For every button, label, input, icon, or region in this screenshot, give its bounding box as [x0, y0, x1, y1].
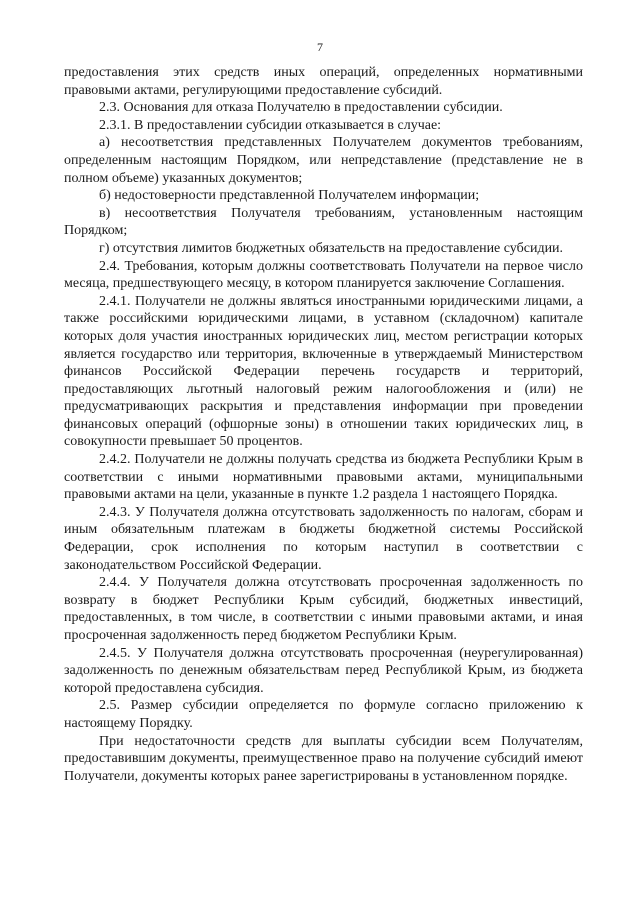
paragraph: 2.4.2. Получатели не должны получать средства из бюджета Республики Крым в соответствии с иными нормативными правовыми актами, муниципальными правовыми актами на цели, указанные в пункте 1.2 раздела 1 настоящего Порядка.: [64, 452, 583, 503]
paragraph: г) отсутствия лимитов бюджетных обязательств на предоставление субсидии.: [99, 240, 564, 256]
paragraph: предоставления этих средств иных операций, определенных нормативными правовыми актами, регулирующими предоставление субсидий.: [64, 65, 583, 98]
paragraph: в) несоответствия Получателя требованиям, установленным настоящим Порядком;: [64, 205, 583, 239]
page-number: 7: [317, 40, 323, 54]
paragraph: 2.3.1. В предоставлении субсидии отказывается в случае:: [99, 117, 442, 133]
paragraph: 2.4.5. У Получателя должна отсутствовать просроченная (неурегулированная) задолженность по денежным обязательствам перед Республикой Крым, из бюджета которой предоставлена субсидия.: [64, 645, 583, 696]
paragraph: 2.5. Размер субсидии определяется по формуле согласно приложению к настоящему Порядку.: [64, 698, 583, 731]
paragraph: а) несоответствия представленных Получателем документов требованиям, определенным настоящим Порядком, или непредставление (представление не в полном объеме) указанных документов;: [64, 135, 583, 186]
paragraph: 2.3. Основания для отказа Получателю в предоставлении субсидии.: [99, 100, 503, 116]
paragraph: 2.4. Требования, которым должны соответствовать Получатели на первое число месяца, предшествующего месяцу, в котором планируется заключение Соглашения.: [64, 258, 583, 292]
paragraph: 2.4.4. У Получателя должна отсутствовать просроченная задолженность по возврату в бюджет Республики Крым субсидий, бюджетных инвестиций, предоставленных, в том числе, в соответствии с иными правовыми актами, и иная просроченная задолженность перед бюджетом Республики Крым.: [64, 575, 583, 643]
paragraph: 2.4.1. Получатели не должны являться иностранными юридическими лицами, а также российскими юридическими лицами, в уставном (складочном) капитале которых доля участия иностранных юридических лиц, местом регистрации которых является государство или территория, включенные в утверждаемый Министерством финансов Российской Федерации перечень государств и территорий, предоставляющих льготный налоговый режим налогообложения и (или) не предусматривающих раскрытия и представления информации при проведении финансовых операций (офшорные зоны) в отношении таких юридических лиц, в совокупности превышает 50 процентов.: [64, 293, 583, 450]
document-body: [64, 64, 583, 785]
paragraph: 2.4.3. У Получателя должна отсутствовать задолженность по налогам, сборам и иным обязательным платежам в бюджеты бюджетной системы Российской Федерации, срок исполнения по которым наступил в соответствии с законодательством Российской Федерации.: [64, 504, 583, 573]
paragraph: При недостаточности средств для выплаты субсидии всем Получателям, предоставившим документы, преимущественное право на получение субсидий имеют Получатели, документы которых ранее зарегистрированы в установленном порядке.: [64, 733, 583, 784]
paragraph: б) недостоверности представленной Получателем информации;: [99, 188, 480, 204]
